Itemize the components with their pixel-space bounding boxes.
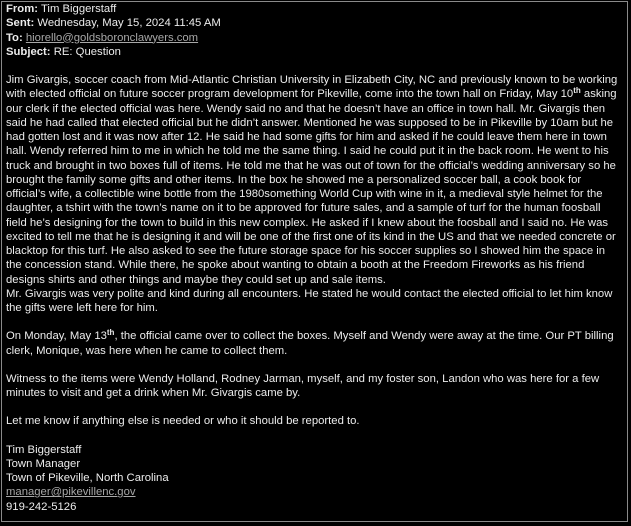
spacer [6,400,621,414]
from-line [6,2,621,16]
body-paragraph-1-text-b: asking our clerk if the elected official was here. Wendy said no and that he doesn’t have an office in town hall. Mr. Givargis then said he had called that elected official but he didn’t answer. Mentioned he was supposed to be in Pikeville by 10am but he had gotten lost and it was now after 12. He said he had some gifts for him and asked if he could leave them here in town hall. Wendy referred him to me in which he told me the same thing. I said he could put it in the back room. He went to his truck and brought in two boxes full of items. He told me that he was out of town for the official’s wedding anniversary so he brought the family some gifts and other items. In the box he showed me a personalized soccer ball, a cook book for official’s wife, a collectible wine bottle from the 1980something World Cup with wine in it, a medieval style helmet for the daughter, a tshirt with the town’s name on it to be approved for future sales, and a sample of turf for the human foosball field he’s designing for the town to build in this new complex. He asked if I knew about the foosball and I said no. He was excited to tell me that he is designing it and will be one of the first one of its kind in the US and that we needed concrete or blacktop for this turf. He also asked to see the future storage space for his soccer supplies so I showed him the space in the concession stand. While there, he spoke about wanting to obtain a booth at the Freedom Fireworks as his friend designs shirts and other things and maybe they could set up and sale items. [6,88,617,286]
body-paragraph-3-superscript: th [106,328,115,338]
to-email-link[interactable]: hiorello@goldsboronclawyers.com [25,31,199,44]
body-paragraph-1 [6,73,621,287]
body-paragraph-1-superscript: th [573,86,581,96]
body-paragraph-2: Mr. Givargis was very polite and kind during all encounters. He stated he would contact the elected official to let him know the gifts were left here for him. [6,287,613,314]
subject-line [6,45,621,59]
body-paragraph-1-text-a: Jim Givargis, soccer coach from Mid-Atlantic Christian University in Elizabeth City, NC and previously known to be working with elected official on future soccer program development for Pikeville, come into the town hall on Friday, May 10 [6,74,618,101]
signature-block [6,443,621,514]
body-paragraph-3-text-a: On Monday, May 13 [6,330,107,343]
signature-title: Town Manager [6,457,81,470]
spacer [6,59,621,73]
subject-label: Subject: [6,45,51,58]
signature-phone: 919-242-5126 [6,500,77,513]
signature-email-link[interactable]: manager@pikevillenc.gov [6,486,136,499]
from-value: Tim Biggerstaff [38,3,117,15]
sent-line [6,16,621,30]
to-line [6,31,621,45]
from-label: From: [6,3,39,15]
body-paragraph-3 [6,329,621,358]
sent-label: Sent: [6,17,35,30]
spacer [6,358,621,372]
email-header [6,2,621,59]
body-paragraph-5: Let me know if anything else is needed or who it should be reported to. [6,415,360,428]
body-paragraph-4: Witness to the items were Wendy Holland, Rodney Jarman, myself, and my foster son, Landon who was here for a few minutes to visit and get a drink when Mr. Givargis came by. [6,372,600,399]
signature-name: Tim Biggerstaff [6,443,82,456]
email-document [6,2,621,514]
subject-value: RE: Question [50,45,121,58]
signature-org: Town of Pikeville, North Carolina [6,472,169,484]
spacer [6,315,621,329]
body-paragraph-3-text-b: , the official came over to collect the boxes. Myself and Wendy were away at the time. Our PT billing clerk, Monique, was here when he came to collect them. [6,330,614,357]
sent-value: Wednesday, May 15, 2024 11:45 AM [34,17,221,30]
spacer [6,429,621,443]
to-label: To: [6,31,23,44]
